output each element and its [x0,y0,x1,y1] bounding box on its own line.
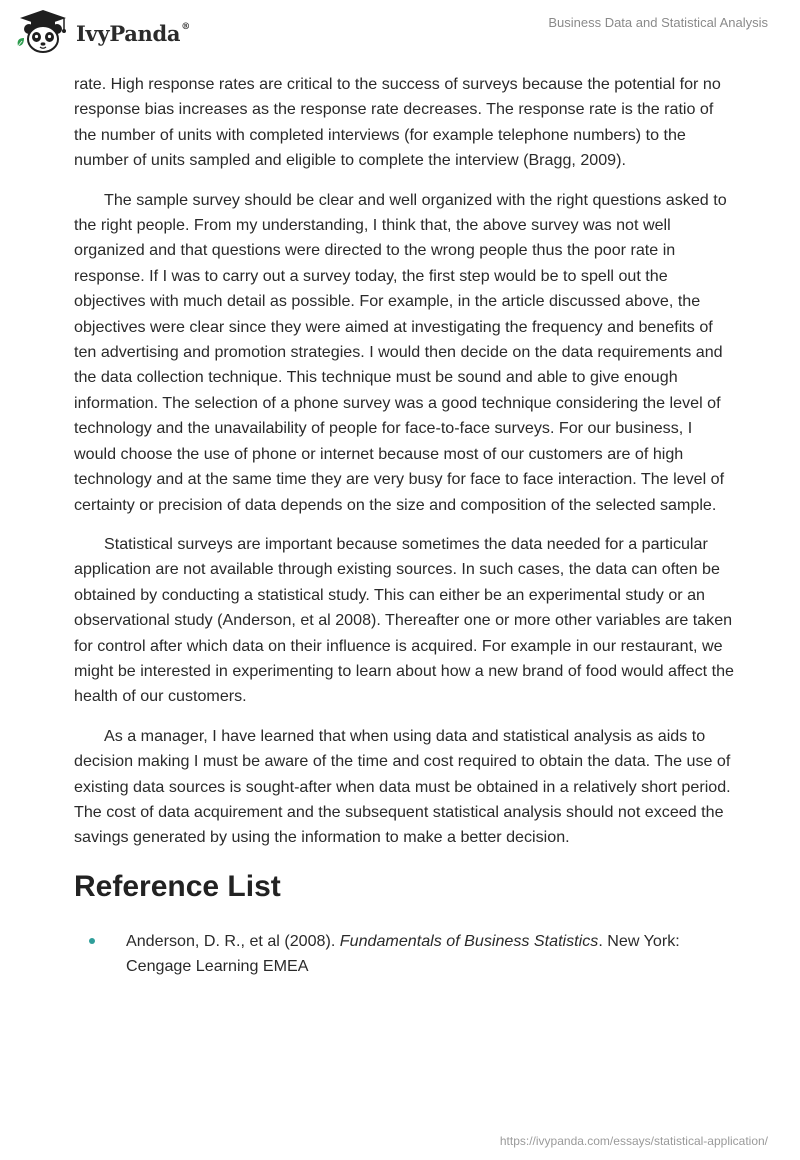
article-body [74,72,734,979]
reference-item [74,929,734,979]
logo[interactable] [14,8,190,56]
reference-list-heading: Reference List [74,869,281,903]
reference-title: Fundamentals of Business Statistics [339,931,599,950]
paragraph: rate. High response rates are critical to the success of surveys because the potential for no response bias increases as the response rate decreases. The response rate is the ratio of the number of units with completed interviews (for example telephone numbers) to the number of units sampled and eligible to complete the interview (Bragg, 2009). [74,75,721,170]
reference-authors: Anderson, D. R., et al (2008). [126,931,340,950]
page-header [0,0,800,60]
source-url[interactable]: https://ivypanda.com/essays/statistical-application/ [499,1134,768,1148]
paragraph: As a manager, I have learned that when using data and statistical analysis as aids to decision making I must be aware of the time and cost required to obtain the data. The use of existing data sources is sought-after when data must be obtained in a relatively short period. The cost of data acquirement and the subsequent statistical analysis should not exceed the savings generated by using the information to make a better decision. [74,726,731,847]
paragraph: Statistical surveys are important because sometimes the data needed for a particular application are not available through existing sources. In such cases, the data can often be obtained by conducting a statistical study. This can either be an experimental study or an observational study (Anderson, et al 2008). Thereafter one or more other variables are taken for control after which data on their influence is acquired. For example in our restaurant, we might be interested in experimenting to learn about how a new brand of food would affect the health of our customers. [74,534,734,706]
reference-list [74,929,734,979]
panda-logo-icon [14,8,72,56]
document-title: Business Data and Statistical Analysis [548,15,768,30]
reference-publisher: . New York: Cengage Learning EMEA [126,931,680,975]
brand-name: IvyPanda® [76,20,190,46]
paragraph: The sample survey should be clear and well organized with the right questions asked to the right people. From my understanding, I think that, the above survey was not well organized and that questions were directed to the wrong people thus the poor rate in response. If I was to carry out a survey today, the first step would be to spell out the objectives with much detail as possible. For example, in the article discussed above, the objectives were clear since they were aimed at investigating the frequency and benefits of ten advertising and promotion strategies. I would then decide on the data requirements and the data collection technique. This technique must be sound and able to give enough information. The selection of a phone survey was a good technique considering the level of technology and the unavailability of people for face-to-face surveys. For our business, I would choose the use of phone or internet because most of our customers are of high technology and at the same time they are very busy for face to face interaction. The level of certainty or precision of data depends on the size and composition of the selected sample. [74,190,727,514]
bullet-icon [89,938,95,944]
